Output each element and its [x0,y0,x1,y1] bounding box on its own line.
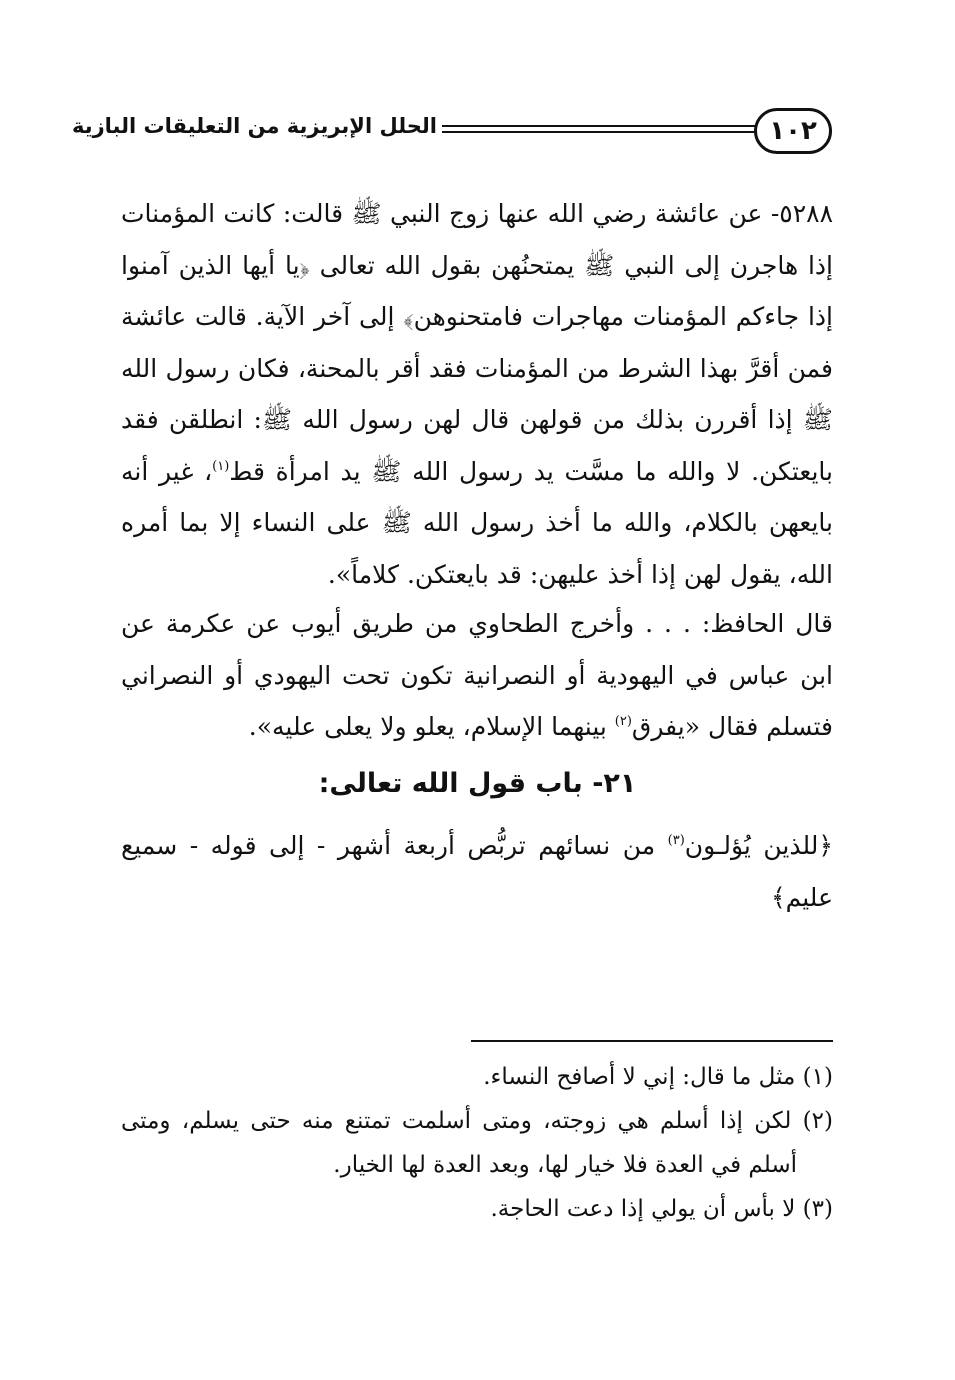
page-header [71,108,832,160]
header-rule [442,125,756,133]
footnote-1: (١) مثل ما قال: إني لا أصافح النساء. [483,1064,833,1090]
page-number: ١٠٢ [754,108,832,154]
book-title: الحلل الإبريزية من التعليقات البازية [71,114,437,138]
hafiz-paragraph [121,598,833,753]
footnote-separator [471,1040,833,1042]
footnote-ref-3: (٣) [667,833,685,848]
verse-text-continued: من نسائهم تربُّص أربعة أشهر - إلى قوله - سميع عليم﴾ [121,831,833,912]
footnote-ref-2: (٢) [614,714,632,729]
hafiz-text-continued: بينهما الإسلام، يعلو ولا يعلى عليه». [248,712,615,741]
hadith-paragraph [121,188,833,600]
footnote-2: (٢) لكن إذا أسلم هي زوجته، ومتى أسلمت تمتنع منه حتى يسلم، ومتى أسلم في العدة فلا خيار لها، وبعد العدة لها الخيار. [121,1108,833,1178]
footnote-3: (٣) لا بأس أن يولي إذا دعت الحاجة. [490,1196,833,1222]
hadith-text: ٥٢٨٨- عن عائشة رضي الله عنها زوج النبي ﷺ قالت: كانت المؤمنات إذا هاجرن إلى النبي ﷺ يمتحنُهن بقول الله تعالى ﴿يا أيها الذين آمنوا إذا جاءكم المؤمنات مهاجرات فامتحنوهن﴾ إلى آخر الآية. قالت عائشة فمن أقرَّ بهذا الشرط من المؤمنات فقد أقر بالمحنة، فكان رسول الله ﷺ إذا أقررن بذلك من قولهن قال لهن رسول الله ﷺ: انطلقن فقد بايعتكن. لا والله ما مسَّت يد رسول الله ﷺ يد امرأة قط [121,199,833,486]
chapter-heading: ٢١- باب قول الله تعالى: [318,768,637,799]
verse-paragraph [121,820,833,923]
hafiz-text: قال الحافظ: . . . وأخرج الطحاوي من طريق أيوب عن عكرمة عن ابن عباس في اليهودية أو النصرانية تكون تحت اليهودي أو النصراني فتسلم فقال «يفرق [121,609,833,741]
footnote-ref-1: (١) [212,458,230,474]
verse-text: ﴿للذين يُؤلـون [684,831,833,860]
hadith-text-continued: ، غير أنه بايعهن بالكلام، والله ما أخذ رسول الله ﷺ على النساء إلا بما أمره الله، يقول لهن إذا أخذ عليهن: قد بايعتكن. كلاماً». [121,456,833,589]
footnotes [121,1055,833,1231]
